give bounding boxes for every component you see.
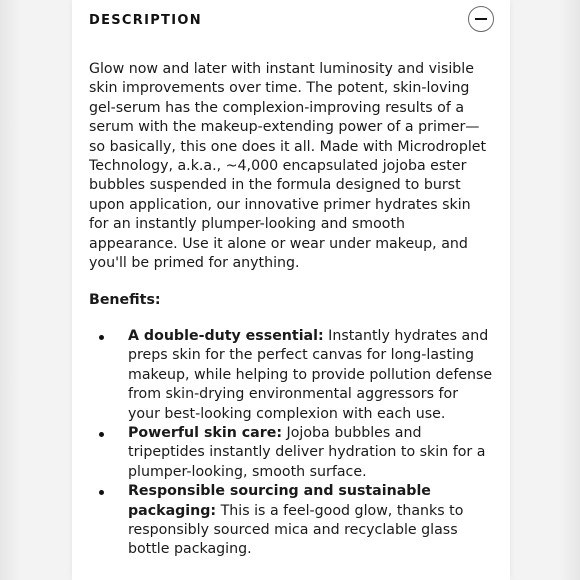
benefits-heading: Benefits: [89, 292, 161, 309]
benefit-title: Powerful skin care: [128, 424, 283, 441]
benefit-item [89, 327, 494, 424]
bullet-icon [99, 490, 104, 495]
bullet-icon [99, 335, 104, 340]
section-title: DESCRIPTION [89, 13, 202, 28]
benefit-item [89, 482, 494, 560]
benefit-text: Instantly hydrates and preps skin for the perfect canvas for long-lasting makeup, while helping to provide pollution defense from skin-drying environmental aggressors for your best-looking complexion with each use. [128, 327, 493, 422]
minus-icon [475, 18, 487, 20]
benefit-title: A double-duty essential: [128, 327, 324, 344]
benefit-title: Responsible sourcing and sustainable packaging: [128, 483, 431, 519]
benefit-text: Jojoba bubbles and tripeptides instantly deliver hydration to skin for a plumper-looking, smooth surface. [128, 424, 486, 480]
benefit-item [89, 424, 494, 482]
bullet-icon [99, 432, 104, 437]
description-panel [72, 0, 510, 580]
collapse-toggle-button[interactable] [468, 6, 494, 32]
description-content [89, 60, 494, 560]
benefits-list [89, 327, 494, 560]
benefit-text: This is a feel-good glow, thanks to responsibly sourced mica and recyclable glass bottle packaging. [128, 502, 464, 558]
description-text: Glow now and later with instant luminosity and visible skin improvements over time. The potent, skin-loving gel-serum has the complexion-improving results of a serum with the makeup-extending power of a primer—so basically, this one does it all. Made with Microdroplet Technology, a.k.a., ~4,000 encapsulated jojoba ester bubbles suspended in the formula designed to burst upon application, our innovative primer hydrates skin for an instantly plumper-looking and smooth appearance. Use it alone or wear under makeup, and you'll be primed for anything. [89, 61, 487, 272]
